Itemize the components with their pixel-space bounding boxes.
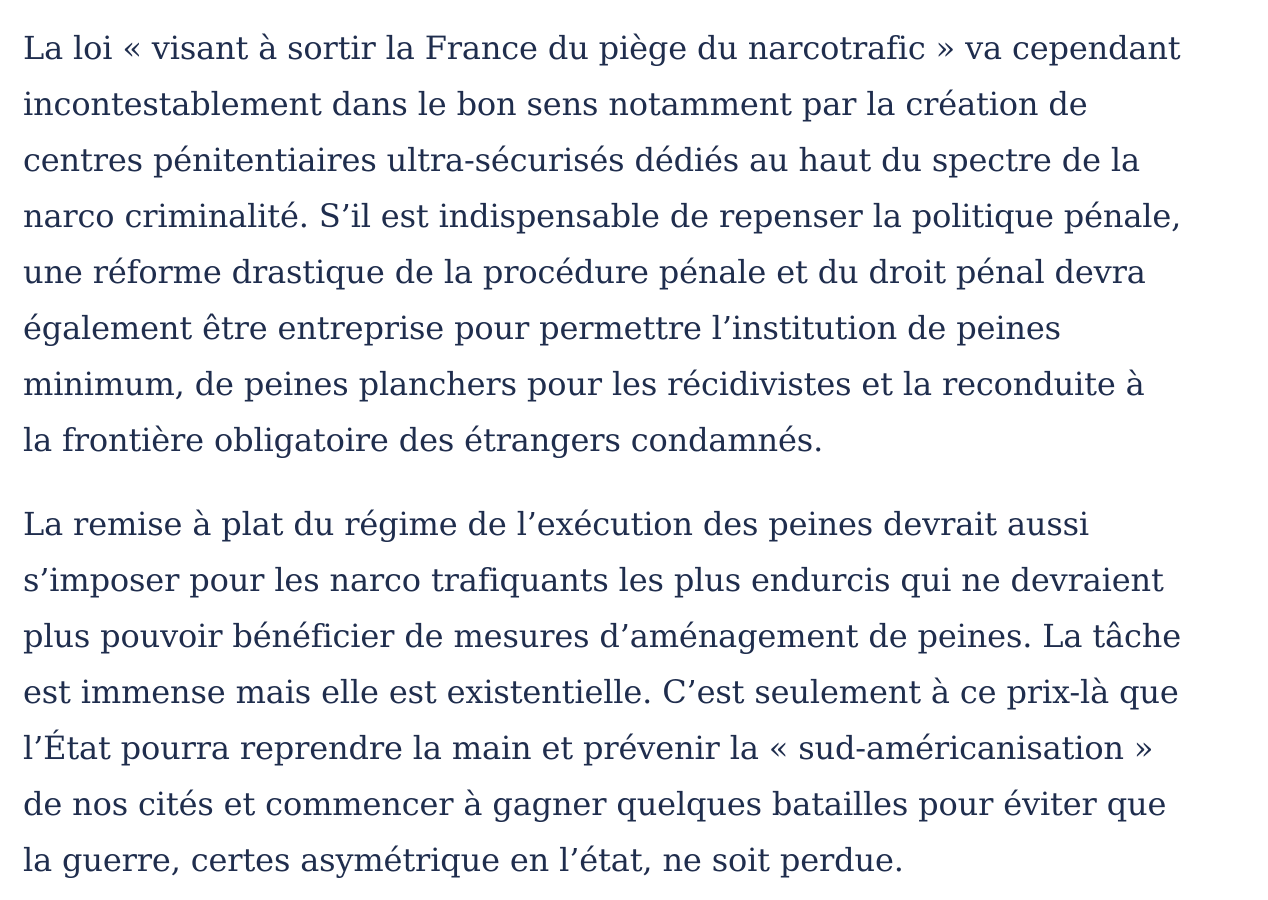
- text-line: de nos cités et commencer à gagner quelques batailles pour éviter que: [23, 785, 1167, 823]
- article-body: [23, 20, 1255, 888]
- text-line: la guerre, certes asymétrique en l’état, ne soit perdue.: [23, 841, 904, 879]
- text-line: incontestablement dans le bon sens notamment par la création de: [23, 85, 1088, 123]
- article-paragraph: [23, 20, 1255, 468]
- text-line: narco criminalité. S’il est indispensable de repenser la politique pénale,: [23, 197, 1182, 235]
- text-line: La loi « visant à sortir la France du piège du narcotrafic » va cependant: [23, 29, 1181, 67]
- article-paragraph: [23, 496, 1255, 888]
- text-line: une réforme drastique de la procédure pénale et du droit pénal devra: [23, 253, 1146, 291]
- text-line: également être entreprise pour permettre l’institution de peines: [23, 309, 1061, 347]
- text-line: est immense mais elle est existentielle. C’est seulement à ce prix-là que: [23, 673, 1179, 711]
- text-line: minimum, de peines planchers pour les récidivistes et la reconduite à: [23, 365, 1145, 403]
- text-line: plus pouvoir bénéficier de mesures d’aménagement de peines. La tâche: [23, 617, 1181, 655]
- text-line: la frontière obligatoire des étrangers condamnés.: [23, 421, 824, 459]
- text-line: centres pénitentiaires ultra-sécurisés dédiés au haut du spectre de la: [23, 141, 1140, 179]
- text-line: l’État pourra reprendre la main et prévenir la « sud-américanisation »: [23, 729, 1154, 767]
- text-line: s’imposer pour les narco trafiquants les plus endurcis qui ne devraient: [23, 561, 1164, 599]
- text-line: La remise à plat du régime de l’exécution des peines devrait aussi: [23, 505, 1090, 543]
